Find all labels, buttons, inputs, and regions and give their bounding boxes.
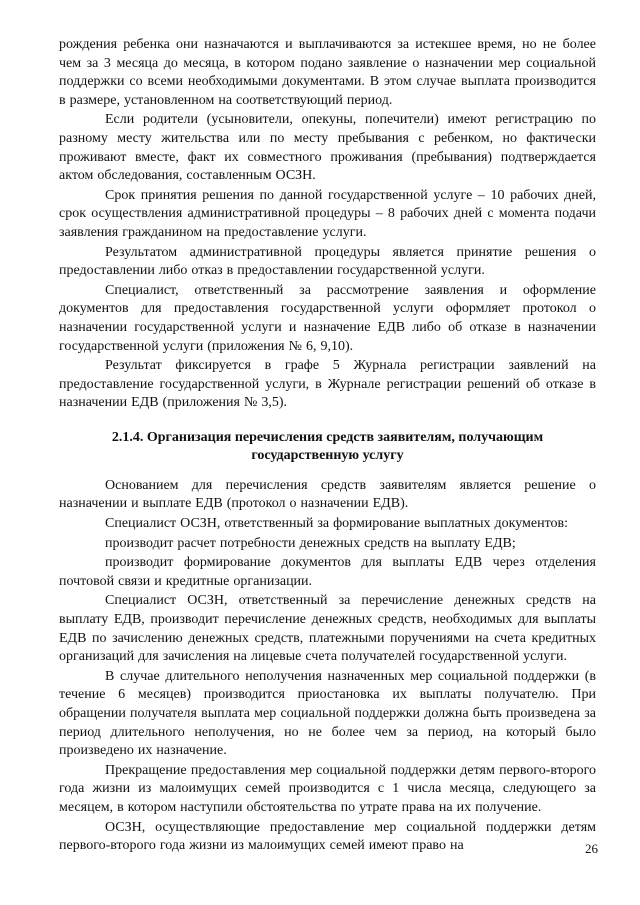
paragraph: ОСЗН, осуществляющие предоставление мер социальной поддержки детям первого-второго года жизни из малоимущих семей имеют право на: [59, 819, 596, 854]
paragraph: Если родители (усыновители, опекуны, попечители) имеют регистрацию по разному месту жительства или по месту пребывания с ребенком, но фактически проживают вместе, факт их совместного проживания (пребывания) подтверждается актом обследования, составленным ОСЗН.: [59, 112, 596, 184]
section-heading: 2.1.4. Организация перечисления средств заявителям, получающим государственную услугу: [111, 429, 544, 463]
paragraphs-after: [59, 477, 596, 856]
paragraph: Специалист ОСЗН, ответственный за перечисление денежных средств на выплату ЕДВ, производит перечисление денежных средств, необходимых для выплаты ЕДВ по зачислению денежных средств, платежными поручениями на счета кредитных организаций для зачисления на лицевые счета получателей государственной услуги.: [59, 593, 596, 665]
paragraph: Прекращение предоставления мер социальной поддержки детям первого-второго года жизни из малоимущих семей производится с 1 числа месяца, следующего за месяцем, в котором наступили обстоятельства по утрате права на их получение.: [59, 762, 596, 815]
paragraph: Результатом административной процедуры является принятие решения о предоставлении либо отказ в предоставлении государственной услуги.: [59, 244, 596, 279]
paragraph: Срок принятия решения по данной государственной услуге – 10 рабочих дней, срок осуществления административной процедуры – 8 рабочих дней с момента подачи заявления гражданином на предоставление услуги.: [59, 187, 596, 240]
paragraph: В случае длительного неполучения назначенных мер социальной поддержки (в течение 6 месяцев) производится приостановка их выплаты получателю. При обращении получателя выплата мер социальной поддержки должна быть произведена за период длительного неполучения, но не более чем за период, на который было произведено их назначение.: [59, 668, 596, 759]
paragraph: производит формирование документов для выплаты ЕДВ через отделения почтовой связи и кредитные организации.: [59, 555, 596, 589]
paragraphs-before: [59, 36, 596, 413]
paragraph: Специалист, ответственный за рассмотрение заявления и оформление документов для предоставления государственной услуги оформляет протокол о назначении государственной услуги и назначение ЕДВ либо об отказе в назначении государственной услуги (приложения № 6, 9,10).: [59, 282, 596, 354]
paragraph: Результат фиксируется в графе 5 Журнала регистрации заявлений на предоставление государственной услуги, в Журнале регистрации решений об отказе в назначении ЕДВ (приложения № 3,5).: [59, 358, 596, 411]
paragraph: Специалист ОСЗН, ответственный за формирование выплатных документов:: [105, 516, 569, 532]
paragraph: рождения ребенка они назначаются и выплачиваются за истекшее время, но не более чем за 3 месяца до месяца, в котором подано заявление о назначении мер социальной поддержки со всеми необходимыми документами. В этом случае выплата производится в размере, установленном на соответствующий период.: [59, 37, 596, 108]
page-number: 26: [585, 841, 598, 856]
document-page: [59, 36, 596, 857]
paragraph: Основанием для перечисления средств заявителям является решение о назначении и выплате ЕДВ (протокол о назначении ЕДВ).: [59, 477, 596, 512]
paragraph: производит расчет потребности денежных средств на выплату ЕДВ;: [105, 535, 516, 551]
